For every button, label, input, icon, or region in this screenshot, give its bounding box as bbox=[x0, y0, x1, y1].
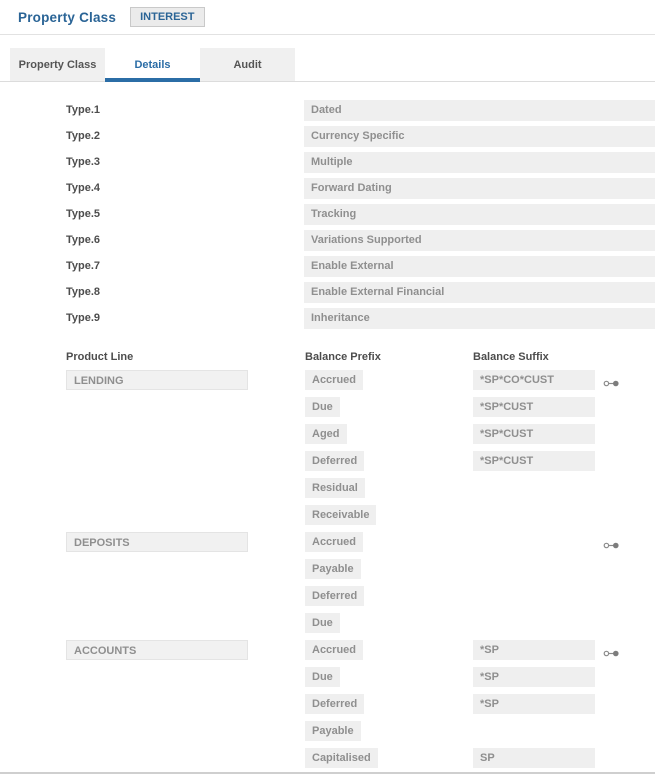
balance-prefix-cell bbox=[305, 586, 473, 606]
header-divider bbox=[0, 34, 655, 35]
balance-prefix-cell bbox=[305, 370, 473, 390]
balance-suffix-cell bbox=[473, 748, 595, 768]
balance-prefix-cell bbox=[305, 397, 473, 417]
link-icon[interactable] bbox=[603, 645, 620, 662]
bottom-divider bbox=[0, 772, 655, 774]
balance-prefix-cell bbox=[305, 505, 473, 525]
page-title: Property Class bbox=[18, 9, 117, 25]
type-field-value: Enable External Financial bbox=[304, 282, 655, 303]
product-row bbox=[0, 748, 655, 775]
link-icon-cell bbox=[603, 532, 620, 555]
product-rows bbox=[0, 370, 655, 775]
product-row bbox=[0, 397, 655, 424]
balance-prefix-cell bbox=[305, 694, 473, 714]
balance-prefix-cell bbox=[305, 424, 473, 444]
product-row bbox=[0, 694, 655, 721]
page-header bbox=[0, 0, 655, 33]
type-fields-form bbox=[0, 82, 655, 331]
product-line-value: DEPOSITS bbox=[66, 532, 248, 552]
balance-prefix-value: Payable bbox=[305, 559, 361, 579]
balance-suffix-value: *SP*CUST bbox=[473, 424, 595, 444]
balance-suffix-cell bbox=[473, 667, 595, 687]
type-field-value: Tracking bbox=[304, 204, 655, 225]
product-line-header: Product Line bbox=[66, 350, 134, 363]
link-icon-cell bbox=[603, 640, 620, 663]
balance-prefix-header: Balance Prefix bbox=[305, 350, 381, 363]
balance-prefix-value: Accrued bbox=[305, 640, 363, 660]
type-field-row bbox=[0, 201, 655, 227]
balance-suffix-value: *SP*CUST bbox=[473, 397, 595, 417]
balance-suffix-value: *SP bbox=[473, 640, 595, 660]
type-field-label: Type.8 bbox=[66, 286, 101, 298]
type-field-row bbox=[0, 305, 655, 331]
balance-prefix-cell bbox=[305, 721, 473, 741]
tab-property-class[interactable] bbox=[10, 48, 105, 81]
type-field-row bbox=[0, 175, 655, 201]
record-id-badge: INTEREST bbox=[130, 7, 204, 27]
balance-suffix-value: *SP*CUST bbox=[473, 451, 595, 471]
balance-prefix-value: Payable bbox=[305, 721, 361, 741]
tab-label: Property Class bbox=[18, 58, 97, 71]
type-field-row bbox=[0, 123, 655, 149]
type-field-value: Currency Specific bbox=[304, 126, 655, 147]
balance-prefix-cell bbox=[305, 748, 473, 768]
product-line-cell bbox=[66, 640, 248, 660]
balance-prefix-value: Due bbox=[305, 613, 340, 633]
product-row bbox=[0, 505, 655, 532]
balance-suffix-cell bbox=[473, 424, 595, 444]
product-row bbox=[0, 721, 655, 748]
link-icon[interactable] bbox=[603, 375, 620, 392]
product-row bbox=[0, 532, 655, 559]
tab-label: Audit bbox=[233, 58, 262, 71]
product-row bbox=[0, 640, 655, 667]
type-field-label: Type.9 bbox=[66, 312, 101, 324]
balance-prefix-cell bbox=[305, 613, 473, 633]
balance-prefix-value: Accrued bbox=[305, 370, 363, 390]
product-row bbox=[0, 370, 655, 397]
tab-details[interactable] bbox=[105, 48, 200, 81]
balance-suffix-cell bbox=[473, 451, 595, 471]
tab-bar bbox=[0, 48, 655, 82]
type-field-value: Multiple bbox=[304, 152, 655, 173]
balance-prefix-value: Deferred bbox=[305, 586, 364, 606]
product-row bbox=[0, 451, 655, 478]
product-row bbox=[0, 478, 655, 505]
balance-prefix-value: Deferred bbox=[305, 694, 364, 714]
balance-prefix-cell bbox=[305, 451, 473, 471]
tab-label: Details bbox=[134, 58, 171, 71]
type-field-label: Type.1 bbox=[66, 104, 101, 116]
tab-audit[interactable] bbox=[200, 48, 295, 81]
product-line-value: ACCOUNTS bbox=[66, 640, 248, 660]
balance-prefix-cell bbox=[305, 667, 473, 687]
balance-prefix-cell bbox=[305, 559, 473, 579]
balance-prefix-value: Deferred bbox=[305, 451, 364, 471]
type-field-row bbox=[0, 253, 655, 279]
product-section-header bbox=[0, 343, 655, 370]
product-line-cell bbox=[66, 532, 248, 552]
product-row bbox=[0, 559, 655, 586]
balance-prefix-cell bbox=[305, 532, 473, 552]
type-field-label: Type.7 bbox=[66, 260, 101, 272]
balance-suffix-header: Balance Suffix bbox=[473, 350, 549, 363]
type-field-label: Type.6 bbox=[66, 234, 101, 246]
type-field-value: Variations Supported bbox=[304, 230, 655, 251]
type-field-label: Type.5 bbox=[66, 208, 101, 220]
balance-suffix-cell bbox=[473, 694, 595, 714]
link-icon[interactable] bbox=[603, 537, 620, 554]
balance-suffix-value: *SP bbox=[473, 694, 595, 714]
link-icon-cell bbox=[603, 370, 620, 393]
type-field-value: Enable External bbox=[304, 256, 655, 277]
balance-suffix-value: *SP bbox=[473, 667, 595, 687]
balance-prefix-value: Receivable bbox=[305, 505, 376, 525]
balance-suffix-cell bbox=[473, 397, 595, 417]
balance-suffix-cell bbox=[473, 370, 595, 390]
balance-prefix-cell bbox=[305, 478, 473, 498]
balance-prefix-value: Aged bbox=[305, 424, 347, 444]
product-row bbox=[0, 667, 655, 694]
balance-suffix-cell bbox=[473, 640, 595, 660]
type-field-label: Type.2 bbox=[66, 130, 101, 142]
type-field-label: Type.3 bbox=[66, 156, 101, 168]
type-field-row bbox=[0, 227, 655, 253]
type-field-value: Forward Dating bbox=[304, 178, 655, 199]
balance-prefix-value: Due bbox=[305, 667, 340, 687]
balance-suffix-value: SP bbox=[473, 748, 595, 768]
balance-prefix-value: Residual bbox=[305, 478, 365, 498]
balance-suffix-value: *SP*CO*CUST bbox=[473, 370, 595, 390]
balance-prefix-cell bbox=[305, 640, 473, 660]
product-row bbox=[0, 586, 655, 613]
product-row bbox=[0, 613, 655, 640]
product-line-value: LENDING bbox=[66, 370, 248, 390]
type-field-row bbox=[0, 279, 655, 305]
balance-prefix-value: Accrued bbox=[305, 532, 363, 552]
product-row bbox=[0, 424, 655, 451]
balance-prefix-value: Capitalised bbox=[305, 748, 378, 768]
type-field-row bbox=[0, 149, 655, 175]
type-field-value: Inheritance bbox=[304, 308, 655, 329]
type-field-label: Type.4 bbox=[66, 182, 101, 194]
balance-prefix-value: Due bbox=[305, 397, 340, 417]
type-field-value: Dated bbox=[304, 100, 655, 121]
type-field-row bbox=[0, 97, 655, 123]
product-line-cell bbox=[66, 370, 248, 390]
